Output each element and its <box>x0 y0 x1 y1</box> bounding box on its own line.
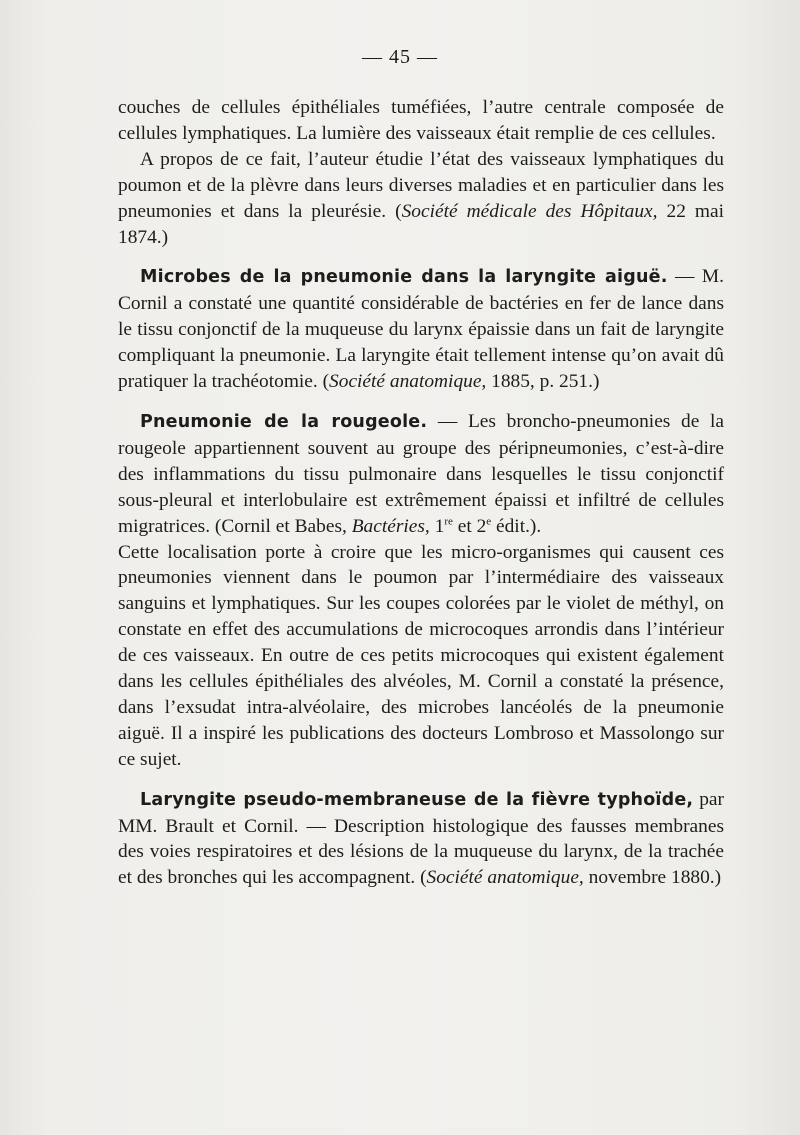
citation-date: 22 mai 1874.) <box>118 200 724 248</box>
edition-1: 1 <box>429 515 445 537</box>
page-body <box>118 95 724 891</box>
paragraph-lymphatics <box>118 147 724 251</box>
citation-source: Société anatomique, <box>329 371 487 393</box>
paragraph-localisation <box>118 540 724 773</box>
paragraph-text: Cette localisation porte à croire que les micro-organismes qui causent ces pneumonies viennent dans le poumon par l’intermédiaire des vaisseaux sanguins et lymphatiques. Sur les coupes colorées par le violet de méthyl, on constate en effet des accumulations de microcoques arrondis dans l’intérieur de ces vaisseaux. En outre de ces petits microcoques qui existent également dans les cellules épithéliales des alvéoles, M. Cornil a constaté la présence, dans l’exsudat intra-alvéolaire, des microbes lancéolés de la pneumonie aiguë. Il a inspiré les publications des docteurs Lombroso et Massolongo sur ce sujet. <box>118 541 724 770</box>
section-laryngite-typhoide <box>118 787 724 892</box>
citation-date: novembre 1880.) <box>583 867 722 889</box>
paragraph-text: couches de cellules épithéliales tuméfiées, l’autre centrale composée de cellules lymphatiques. La lumière des vaisseaux était remplie de ces cellules. <box>118 97 724 144</box>
section-microbes-laryngite <box>118 264 724 395</box>
citation-source: Société anatomique, <box>426 867 584 889</box>
edition-mid: et 2 <box>452 515 487 537</box>
citation-source: Bactéries, <box>351 515 430 537</box>
citation-ref: 1885, p. 251.) <box>486 371 600 393</box>
page-number: — 45 — <box>362 46 438 68</box>
edition-1-sup: re <box>444 515 453 528</box>
section-heading: Laryngite pseudo-membraneuse de la fièvre typhoïde, <box>140 789 694 810</box>
paragraph-text: A propos de ce fait, l’auteur étudie l’état des vaisseaux lymphatiques du poumon et de la plèvre dans leurs diverses maladies et en particulier dans les pneumonies et dans la pleurésie. ( <box>118 148 724 222</box>
section-text: — M. Cornil a constaté une quantité considérable de bactéries en fer de lance dans le tissu conjonctif de la muqueuse du larynx épaissie dans un fait de laryngite compliquant la pneumonie. La laryngite était tellement intense qu’on avait dû pratiquer la trachéotomie. ( <box>118 266 724 393</box>
section-text: par MM. Brault et Cornil. — Description histologique des fausses membranes des voies respiratoires et des lésions de la muqueuse du larynx, de la trachée et des bronches qui les accompagnent. ( <box>118 788 724 889</box>
paragraph-continuation <box>118 95 724 147</box>
edition-2-sup: e <box>486 515 492 528</box>
edition-end: édit.). <box>491 515 542 537</box>
section-heading: Microbes de la pneumonie dans la laryngite aiguë. <box>140 267 668 288</box>
citation-source: Société médicale des Hôpitaux, <box>401 200 658 222</box>
section-pneumonie-rougeole <box>118 409 724 540</box>
section-text: — Les broncho-pneumonies de la rougeole appartiennent souvent au groupe des péripneumonies, c’est-à-dire des inflammations du tissu pulmonaire dans lesquelles le tissu conjonctif sous-pleural et interlobulaire est extrêmement épaissi et infiltré de cellules migratrices. (Cornil et Babes, <box>118 410 724 537</box>
section-heading: Pneumonie de la rougeole. <box>140 411 428 432</box>
